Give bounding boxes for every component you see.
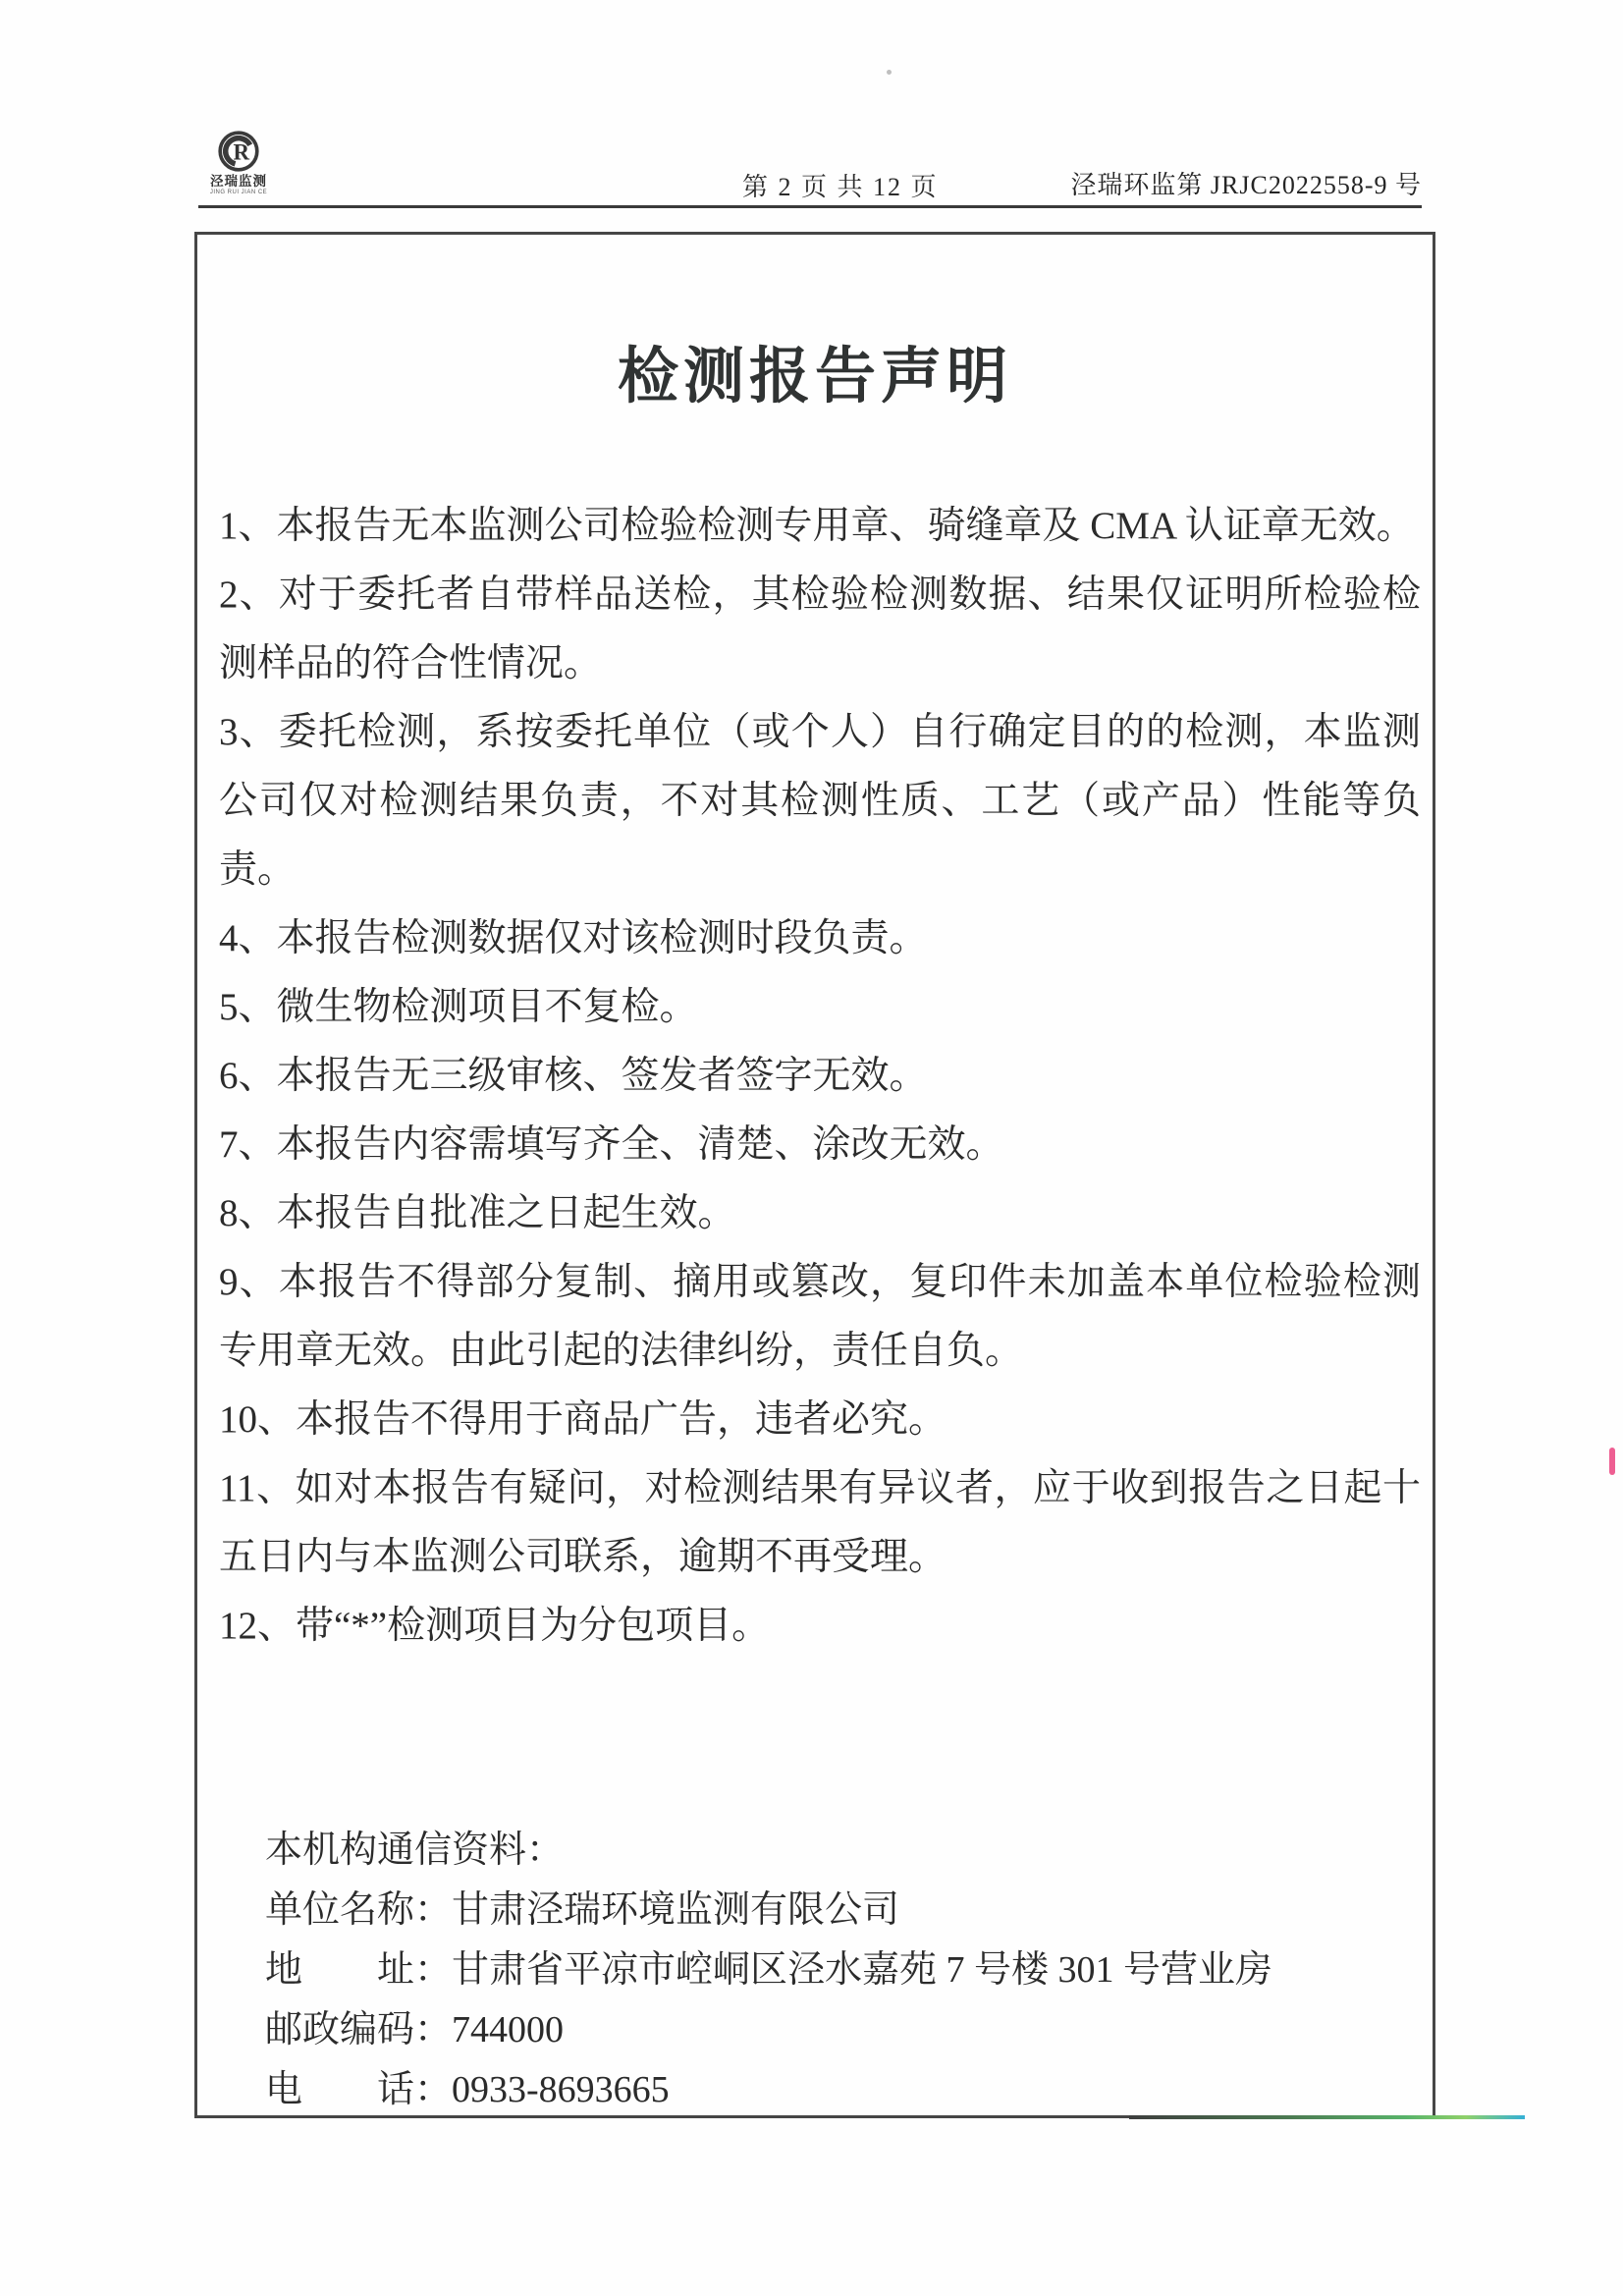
header-rule — [198, 205, 1422, 208]
logo-jr-icon — [217, 130, 260, 173]
contact-heading: 本机构通信资料： — [265, 1830, 565, 1871]
page-number: 第 2 页 共 12 页 — [742, 173, 939, 201]
company-logo — [204, 130, 273, 195]
statement-item-11: 11、如对本报告有疑问，对检测结果有异议者，应于收到报告之日起十五日内与本监测公司联系，逾期不再受理。 — [219, 1467, 1421, 1578]
statement-item-12: 12、带“*”检测项目为分包项目。 — [219, 1605, 771, 1647]
statement-item-9: 9、本报告不得部分复制、摘用或篡改，复印件未加盖本单位检验检测专用章无效。由此引起的法律纠纷，责任自负。 — [219, 1261, 1421, 1372]
statement-item-6: 6、本报告无三级审核、签发者签字无效。 — [219, 1055, 928, 1097]
statement-item-2: 2、对于委托者自带样品送检，其检验检测数据、结果仅证明所检验检测样品的符合性情况。 — [219, 574, 1421, 684]
contact-postal-code: 邮政编码：744000 — [265, 2009, 565, 2050]
pink-scan-mark — [1609, 1448, 1615, 1475]
logo-pinyin: JING RUI JIAN CE — [209, 189, 268, 195]
report-number: 泾瑞环监第 JRJC2022558-9 号 — [1070, 171, 1422, 199]
statement-item-5: 5、微生物检测项目不复检。 — [219, 986, 698, 1028]
statement-item-7: 7、本报告内容需填写齐全、清楚、涂改无效。 — [219, 1123, 1004, 1166]
statement-box — [194, 232, 1435, 2118]
contact-block — [265, 1821, 1394, 2120]
statement-item-3: 3、委托检测，系按委托单位（或个人）自行确定目的的检测，本监测公司仅对检测结果负责，不对其检测性质、工艺（或产品）性能等负责。 — [219, 711, 1421, 891]
scanner-color-streak — [1129, 2115, 1525, 2119]
scan-speck — [887, 70, 892, 75]
logo-monogram: R — [233, 139, 250, 165]
statement-item-10: 10、本报告不得用于商品广告，违者必究。 — [219, 1398, 947, 1441]
statement-item-1: 1、本报告无本监测公司检验检测专用章、骑缝章及 CMA 认证章无效。 — [219, 505, 1415, 547]
contact-address: 地 址：甘肃省平凉市崆峒区泾水嘉苑 7 号楼 301 号营业房 — [265, 1949, 1273, 1991]
contact-phone: 电 话：0933-8693665 — [265, 2069, 670, 2110]
logo-name: 泾瑞监测 — [210, 174, 267, 189]
statement-item-8: 8、本报告自批准之日起生效。 — [219, 1192, 736, 1234]
document-title: 检测报告声明 — [617, 343, 1012, 410]
statement-list — [219, 492, 1421, 1661]
contact-company-name: 单位名称：甘肃泾瑞环境监测有限公司 — [265, 1889, 900, 1931]
statement-item-4: 4、本报告检测数据仅对该检测时段负责。 — [219, 917, 928, 959]
